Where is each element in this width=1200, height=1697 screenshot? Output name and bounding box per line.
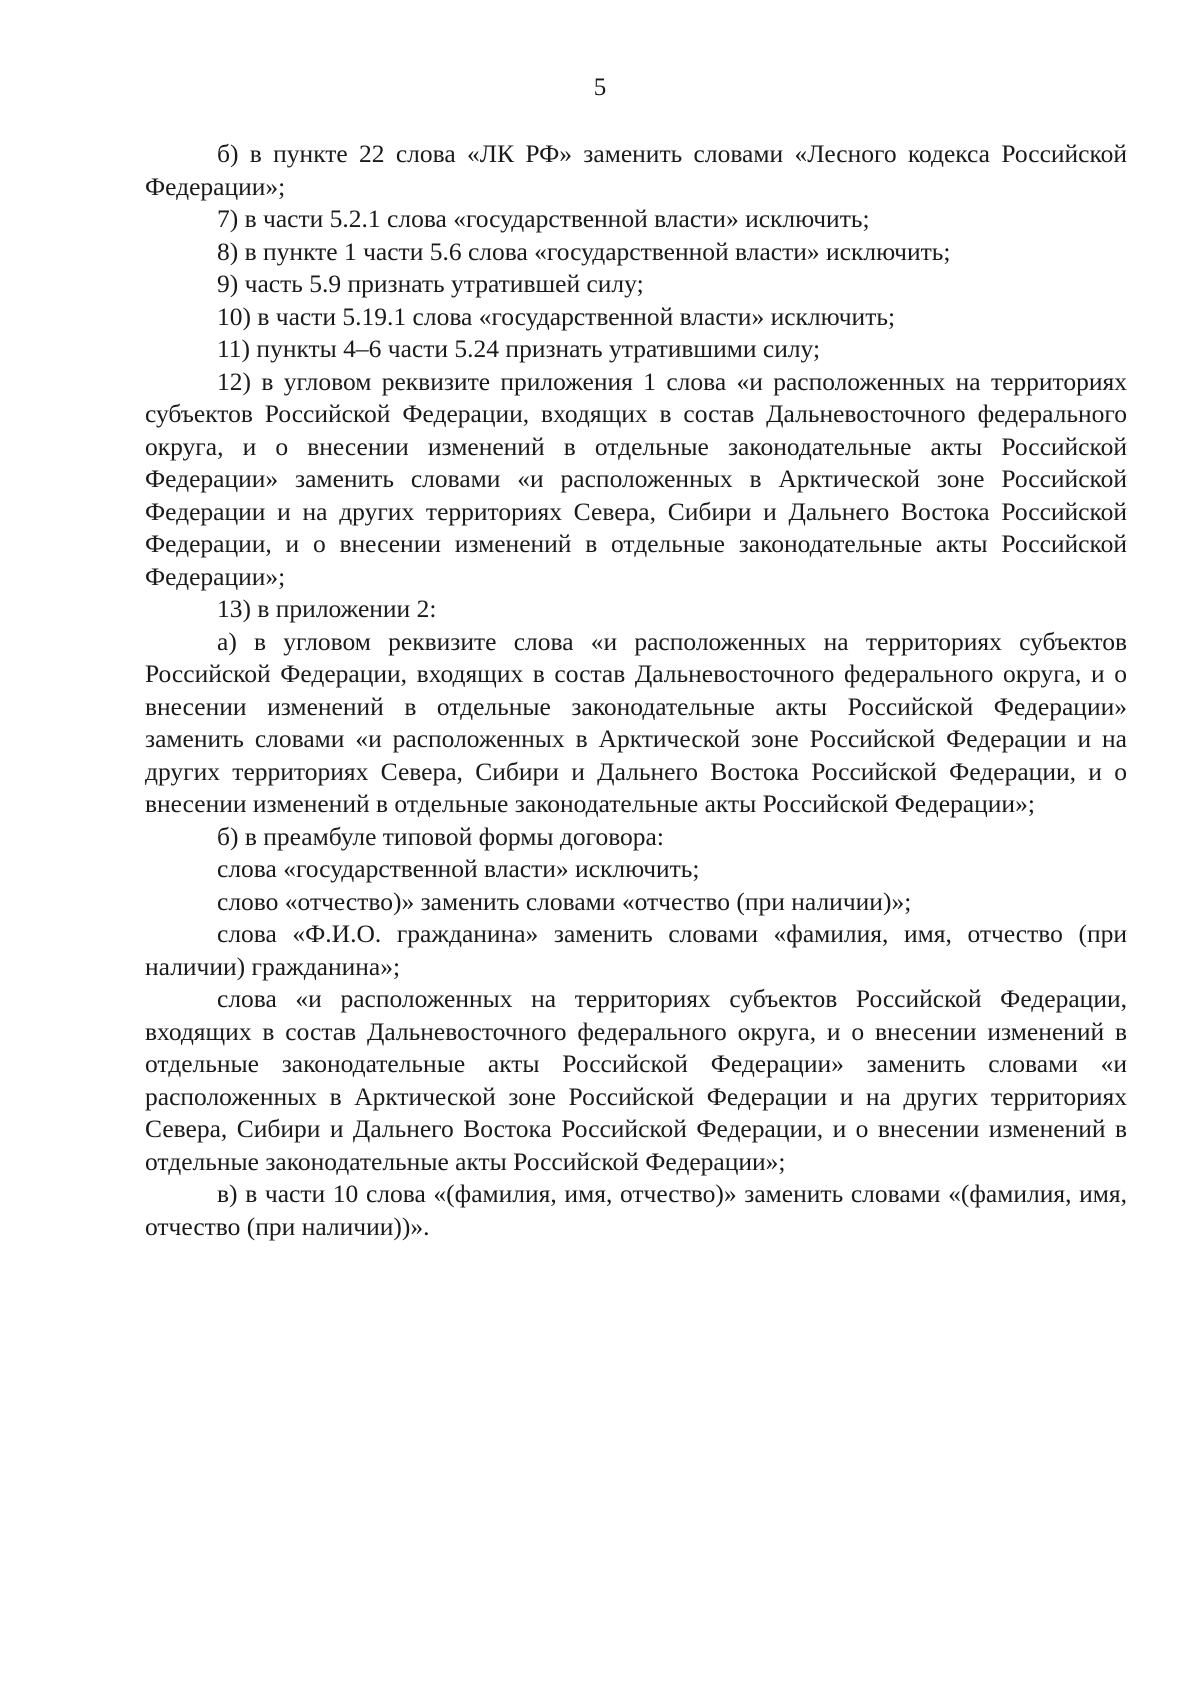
paragraph-item-12: 12) в угловом реквизите приложения 1 слова «и расположенных на территориях субъектов Российской Федерации, входящих в состав Дальневосточного федерального округа, и о внесении изменений в отдельные законодательные акты Российской Федерации» заменить словами «и расположенных в Арктической зоне Российской Федерации и на других территориях Севера, Сибири и Дальнего Востока Российской Федерации, и о внесении изменений в отдельные законодательные акты Российской Федерации»;	[145, 366, 1127, 591]
paragraph-13a: а) в угловом реквизите слова «и расположенных на территориях субъектов Российской Федерации, входящих в состав Дальневосточного федерального округа, и о внесении изменений в отдельные законодательные акты Российской Федерации» заменить словами «и расположенных в Арктической зоне Российской Федерации и на других территориях Севера, Сибири и Дальнего Востока Российской Федерации, и о внесении изменений в отдельные законодательные акты Российской Федерации»;	[145, 626, 1127, 818]
document-body	[145, 138, 1127, 1243]
paragraph-13b: б) в преамбуле типовой формы договора:	[217, 821, 664, 851]
paragraph-13b-2: слово «отчество)» заменить словами «отчество (при наличии)»;	[217, 886, 912, 916]
paragraph-13v: в) в части 10 слова «(фамилия, имя, отчество)» заменить словами «(фамилия, имя, отчество (при наличии))».	[145, 1179, 1127, 1241]
paragraph-6b-lesnoy-kodeks: б) в пункте 22 слова «ЛК РФ» заменить словами «Лесного кодекса Российской Федерации»;	[145, 139, 1127, 201]
paragraph-item-13: 13) в приложении 2:	[217, 594, 437, 623]
paragraph-item-11: 11) пункты 4–6 части 5.24 признать утратившими силу;	[217, 334, 821, 363]
paragraph-item-8: 8) в пункте 1 части 5.6 слова «государственной власти» исключить;	[217, 236, 951, 266]
paragraph-13b-3: слова «Ф.И.О. гражданина» заменить словами «фамилия, имя, отчество (при наличии) гражданина»;	[145, 919, 1127, 981]
page-number: 5	[593, 74, 607, 101]
paragraph-item-9: 9) часть 5.9 признать утратившей силу;	[217, 269, 644, 298]
paragraph-13b-1: слова «государственной власти» исключить;	[217, 854, 700, 883]
paragraph-13b-4: слова «и расположенных на территориях субъектов Российской Федерации, входящих в состав Дальневосточного федерального округа, и о внесении изменений в отдельные законодательные акты Российской Федерации» заменить словами «и расположенных в Арктической зоне Российской Федерации и на других территориях Севера, Сибири и Дальнего Востока Российской Федерации, и о внесении изменений в отдельные законодательные акты Российской Федерации»;	[145, 984, 1127, 1176]
paragraph-item-7: 7) в части 5.2.1 слова «государственной власти» исключить;	[217, 204, 870, 233]
paragraph-item-10: 10) в части 5.19.1 слова «государственной власти» исключить;	[217, 301, 896, 331]
